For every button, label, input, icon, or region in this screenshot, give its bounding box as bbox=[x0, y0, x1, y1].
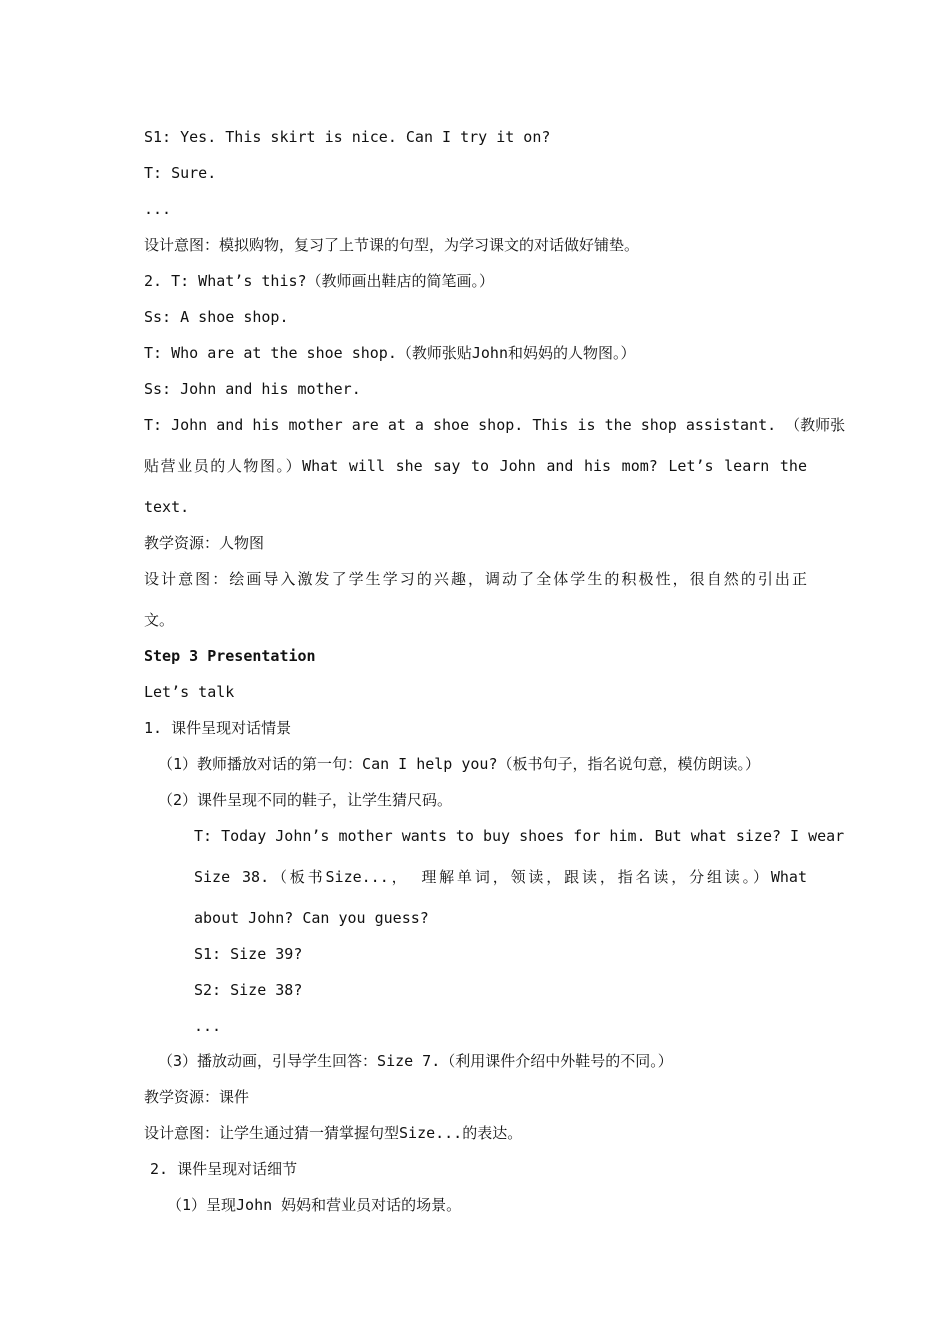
dialogue-line: text. bbox=[144, 498, 190, 516]
ellipsis: ... bbox=[144, 200, 172, 218]
list-subitem: （1）呈现John 妈妈和营业员对话的场景。 bbox=[167, 1196, 462, 1214]
dialogue-line: T: Sure. bbox=[144, 164, 217, 182]
dialogue-line: Size 38.（板书Size...， 理解单词，领读，跟读，指名读，分组读。）What bbox=[194, 868, 807, 886]
section-heading: Step 3 Presentation bbox=[144, 647, 316, 665]
dialogue-line: T: Who are at the shoe shop.（教师张贴John和妈妈的人物图。） bbox=[144, 344, 636, 362]
ellipsis: ... bbox=[194, 1017, 222, 1035]
design-intent: 设计意图：让学生通过猜一猜掌握句型Size...的表达。 bbox=[144, 1124, 523, 1142]
teaching-resource: 教学资源：课件 bbox=[144, 1088, 250, 1106]
dialogue-line: about John? Can you guess? bbox=[194, 909, 429, 927]
dialogue-line: Ss: A shoe shop. bbox=[144, 308, 289, 326]
subsection-title: Let’s talk bbox=[144, 683, 235, 701]
dialogue-line: 2. T: What’s this?（教师画出鞋店的简笔画。） bbox=[144, 272, 495, 290]
dialogue-line: S1: Size 39? bbox=[194, 945, 303, 963]
dialogue-line: S1: Yes. This skirt is nice. Can I try it on? bbox=[144, 128, 551, 146]
list-subitem: （3）播放动画，引导学生回答：Size 7.（利用课件介绍中外鞋号的不同。） bbox=[158, 1052, 673, 1070]
dialogue-line: T: Today John’s mother wants to buy shoes for him. But what size? I wear bbox=[194, 827, 845, 845]
list-subitem: （2）课件呈现不同的鞋子，让学生猜尺码。 bbox=[158, 791, 453, 809]
dialogue-line: S2: Size 38? bbox=[194, 981, 303, 999]
dialogue-line: T: John and his mother are at a shoe shop. This is the shop assistant. （教师张 bbox=[144, 416, 846, 434]
design-intent: 设计意图：模拟购物，复习了上节课的句型，为学习课文的对话做好铺垫。 bbox=[144, 236, 640, 254]
design-intent: 文。 bbox=[144, 611, 175, 629]
list-subitem: （1）教师播放对话的第一句：Can I help you?（板书句子，指名说句意，模仿朗读。） bbox=[158, 755, 760, 773]
design-intent: 设计意图：绘画导入激发了学生学习的兴趣，调动了全体学生的积极性，很自然的引出正 bbox=[144, 570, 807, 588]
dialogue-line: Ss: John and his mother. bbox=[144, 380, 361, 398]
list-item: 2. 课件呈现对话细节 bbox=[150, 1160, 298, 1178]
list-item: 1. 课件呈现对话情景 bbox=[144, 719, 292, 737]
teaching-resource: 教学资源：人物图 bbox=[144, 534, 265, 552]
dialogue-line: 贴营业员的人物图。）What will she say to John and his mom? Let’s learn the bbox=[144, 457, 807, 475]
